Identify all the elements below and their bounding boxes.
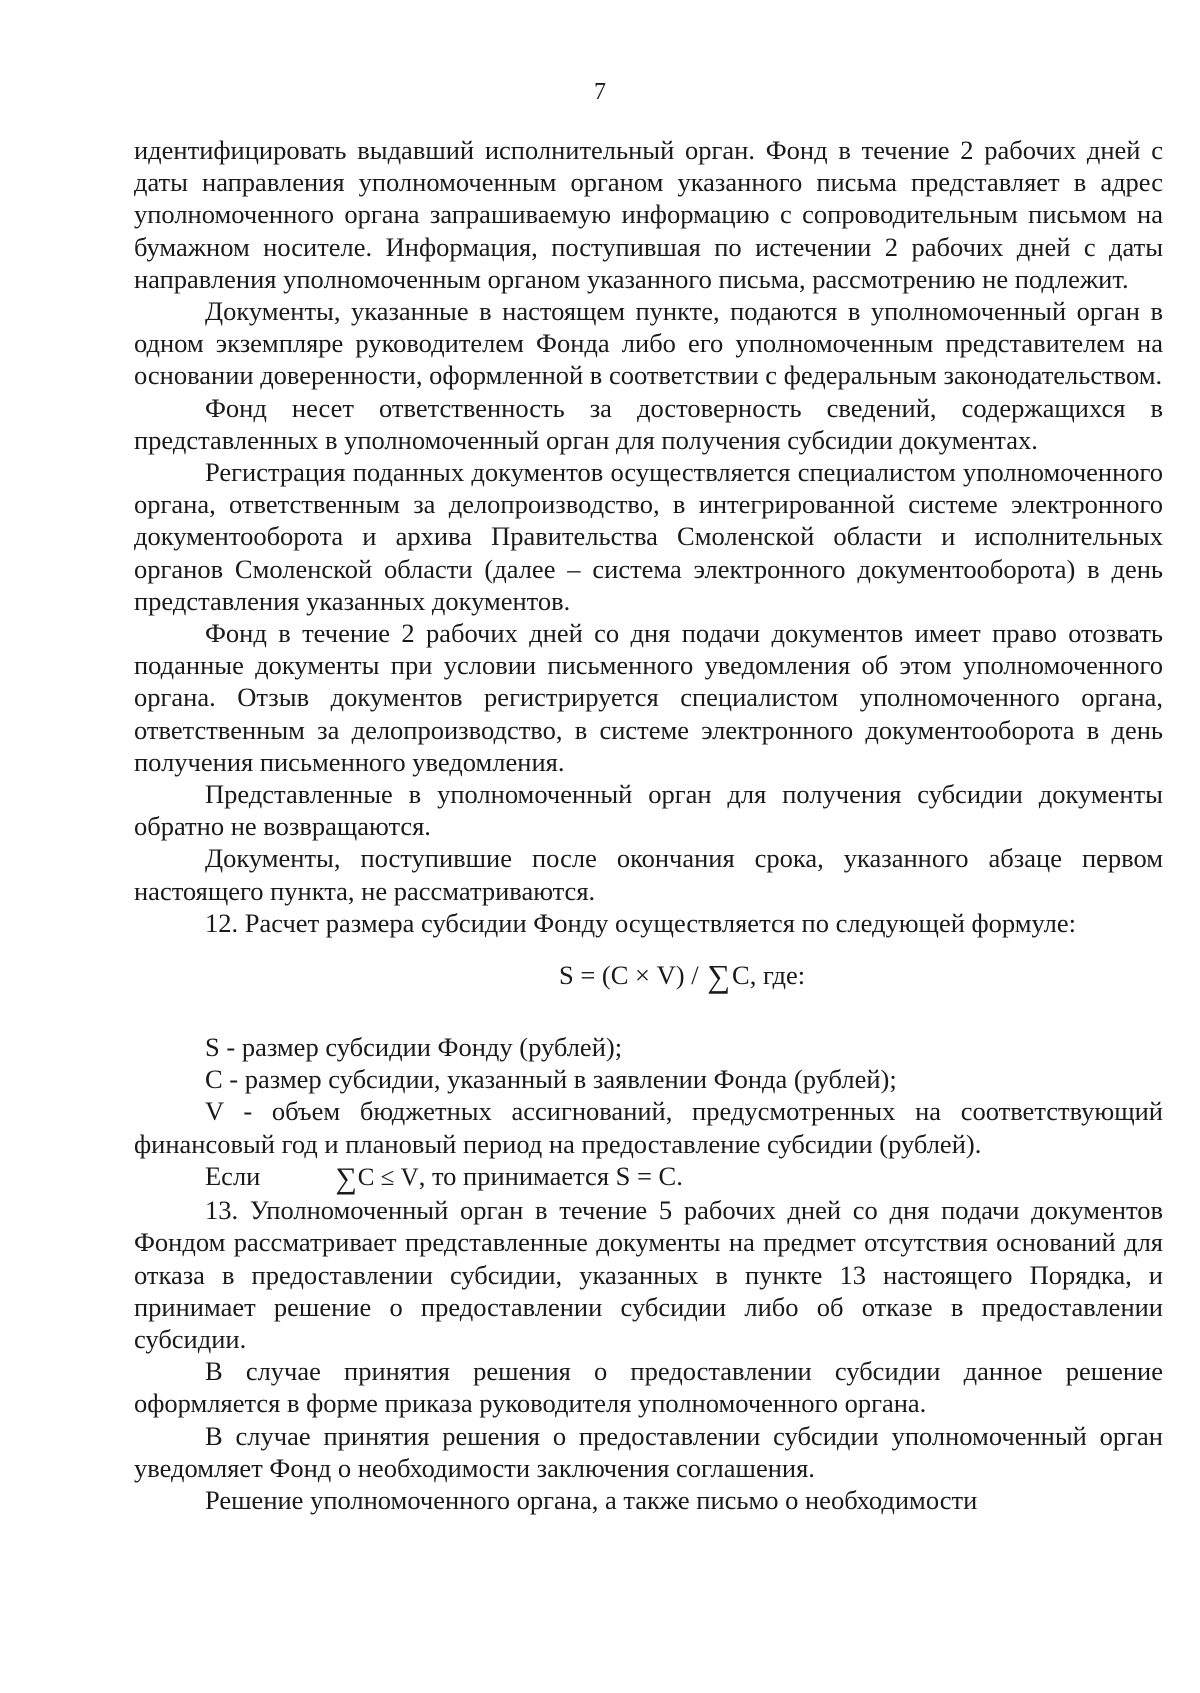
- definition-v: V - объем бюджетных ассигнований, предусмотренных на соответствующий финансовый год и плановый период на предоставление субсидии (рублей).: [134, 1096, 1163, 1159]
- formula-left: S = (С × V) /: [559, 960, 699, 991]
- paragraph-responsibility: Фонд несет ответственность за достоверность сведений, содержащихся в представленных в уполномоченный орган для получения субсидии документах.: [134, 392, 1163, 455]
- paragraph-section-13: 13. Уполномоченный орган в течение 5 рабочих дней со дня подачи документов Фондом рассматривает представленные документы на предмет отсутствия оснований для отказа в предоставлении субсидии, указанных в пункте 13 настоящего Порядка, и принимает решение о предоставлении субсидии либо об отказе в предоставлении субсидии.: [134, 1195, 1163, 1354]
- paragraph-submission: Документы, указанные в настоящем пункте, подаются в уполномоченный орган в одном экземпляре руководителем Фонда либо его уполномоченным представителем на основании доверенности, оформленной в соответствии с федеральным законодательством.: [134, 296, 1163, 391]
- formula-right: С, где:: [732, 960, 806, 991]
- condition-expression: С ≤ V: [357, 1163, 419, 1191]
- paragraph-section-12: 12. Расчет размера субсидии Фонду осуществляется по следующей формуле:: [205, 907, 1076, 938]
- paragraph-no-return: Представленные в уполномоченный орган для получения субсидии документы обратно не возвращаются.: [134, 779, 1163, 842]
- paragraph-withdrawal: Фонд в течение 2 рабочих дней со дня подачи документов имеет право отозвать поданные документы при условии письменного уведомления об этом уполномоченного органа. Отзыв документов регистрируется специалистом уполномоченного органа, ответственным за делопроизводство, в системе электронного документооборота в день получения письменного уведомления.: [134, 618, 1163, 777]
- document-body: [134, 134, 1163, 1516]
- paragraph-decision-order: В случае принятия решения о предоставлении субсидии данное решение оформляется в форме приказа руководителя уполномоченного органа.: [134, 1356, 1163, 1419]
- definition-s: S - размер субсидии Фонду (рублей);: [205, 1032, 623, 1063]
- paragraph-decision-letter: Решение уполномоченного органа, а также письмо о необходимости: [205, 1484, 978, 1515]
- condition-prefix: Если: [205, 1160, 261, 1191]
- paragraph-registration: Регистрация поданных документов осуществляется специалистом уполномоченного органа, ответственным за делопроизводство, в интегрированной системе электронного документооборота и архива Правительства Смоленской области и исполнительных органов Смоленской области (далее – система электронного документооборота) в день представления указанных документов.: [134, 457, 1163, 616]
- paragraph-notification: В случае принятия решения о предоставлении субсидии уполномоченный орган уведомляет Фонд о необходимости заключения соглашения.: [134, 1420, 1163, 1483]
- condition-suffix: , то принимается S = С.: [418, 1160, 683, 1191]
- subsidy-formula: [134, 957, 1163, 993]
- definition-c: С - размер субсидии, указанный в заявлении Фонда (рублей);: [205, 1064, 897, 1095]
- sum-symbol: ∑: [707, 958, 731, 995]
- paragraph-late-documents: Документы, поступившие после окончания срока, указанного абзаце первом настоящего пункта, не рассматриваются.: [134, 843, 1163, 906]
- page-number: 7: [594, 79, 606, 105]
- paragraph-continuation: идентифицировать выдавший исполнительный орган. Фонд в течение 2 рабочих дней с даты направления уполномоченным органом указанного письма представляет в адрес уполномоченного органа запрашиваемую информацию с сопроводительным письмом на бумажном носителе. Информация, поступившая по истечении 2 рабочих дней с даты направления уполномоченным органом указанного письма, рассмотрению не подлежит.: [134, 135, 1163, 294]
- condition-line: [134, 1160, 1163, 1194]
- condition-sum-symbol: ∑: [335, 1161, 357, 1195]
